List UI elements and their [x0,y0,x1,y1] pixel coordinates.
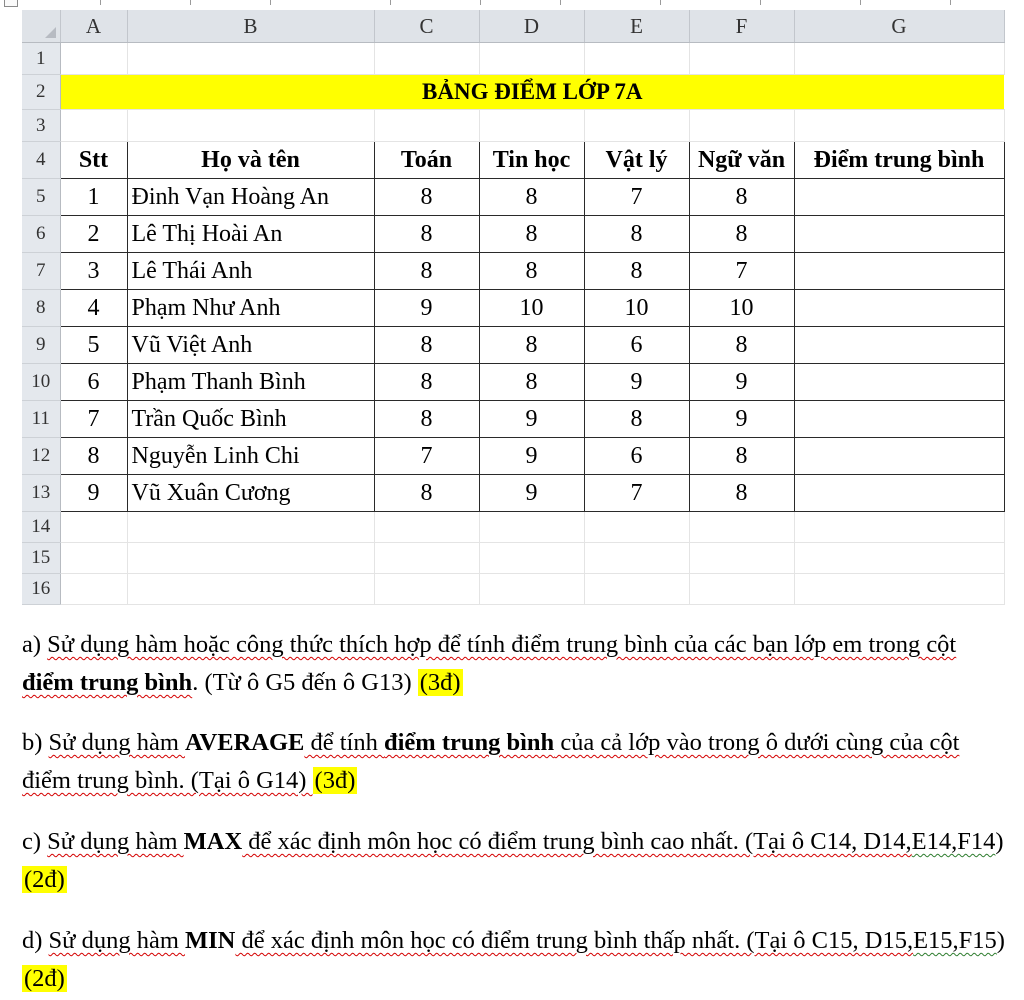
cell-vat-ly[interactable]: 8 [584,401,689,438]
cell-name[interactable]: Trần Quốc Bình [127,401,374,438]
cell[interactable] [689,43,794,75]
cell[interactable] [127,512,374,543]
header-average[interactable]: Điểm trung bình [794,142,1004,179]
cell-toan[interactable]: 8 [374,364,479,401]
cell-ngu-van[interactable]: 8 [689,438,794,475]
cell[interactable] [479,574,584,605]
question-b-text3: của cả lớp vào trong ô dưới cùng của cột điểm trung bình. (Tại ô G14) [22,729,960,794]
sheet-row [22,543,1004,574]
cell-tin-hoc[interactable]: 10 [479,290,584,327]
cell[interactable] [127,574,374,605]
question-d [22,922,1012,998]
cell-name[interactable]: Phạm Như Anh [127,290,374,327]
question-b [22,724,1012,800]
cell[interactable] [689,512,794,543]
question-a-points: (3đ) [419,669,461,696]
cell[interactable] [374,543,479,574]
cell-toan[interactable]: 9 [374,290,479,327]
cell[interactable] [584,543,689,574]
row-header[interactable]: 3 [22,110,60,142]
cell-tin-hoc[interactable]: 8 [479,364,584,401]
sheet-row [22,512,1004,543]
cell-toan[interactable]: 8 [374,475,479,512]
cell-toan[interactable]: 8 [374,327,479,364]
question-c-bold: MAX [183,828,243,855]
cell[interactable] [479,110,584,142]
row-header[interactable]: 12 [22,438,60,475]
row-header[interactable]: 13 [22,475,60,512]
cell-tin-hoc[interactable]: 8 [479,253,584,290]
cell-toan[interactable]: 8 [374,179,479,216]
table-row [22,290,1004,327]
question-d-points: (2đ) [24,965,65,992]
row-header[interactable]: 11 [22,401,60,438]
cell-average[interactable] [794,364,1004,401]
cell-tin-hoc[interactable]: 9 [479,475,584,512]
cell-vat-ly[interactable]: 7 [584,475,689,512]
row-header[interactable]: 7 [22,253,60,290]
cell-ngu-van[interactable]: 10 [689,290,794,327]
cell-tin-hoc[interactable]: 9 [479,401,584,438]
table-row [22,179,1004,216]
sheet-row [22,574,1004,605]
cell[interactable] [689,110,794,142]
column-header-g[interactable]: G [794,10,1004,43]
header-vat-ly[interactable]: Vật lý [584,142,689,179]
cell-toan[interactable]: 8 [374,401,479,438]
cell-tin-hoc[interactable]: 8 [479,327,584,364]
cell[interactable] [479,43,584,75]
cell-vat-ly[interactable]: 6 [584,327,689,364]
table-row [22,438,1004,475]
question-a-bold: điểm trung bình [22,669,193,696]
question-b-bold1: AVERAGE [185,729,305,756]
cell[interactable] [60,512,127,543]
question-c-text2: để xác định môn học có điểm trung bình cao nhất. (Tại ô C14, D14, [242,828,912,855]
cell-ngu-van[interactable]: 9 [689,401,794,438]
header-name[interactable]: Họ và tên [127,142,374,179]
question-d-prefix: d) [22,927,49,954]
cell-stt[interactable]: 5 [60,327,127,364]
question-b-text1: Sử dụng hàm [48,729,186,756]
cell[interactable] [794,543,1004,574]
cell-vat-ly[interactable]: 7 [584,179,689,216]
cell[interactable] [584,512,689,543]
cell[interactable] [479,543,584,574]
row-header[interactable]: 9 [22,327,60,364]
header-ngu-van[interactable]: Ngữ văn [689,142,794,179]
header-stt[interactable]: Stt [60,142,127,179]
cell[interactable] [60,543,127,574]
table-row [22,364,1004,401]
cell[interactable] [794,512,1004,543]
table-row [22,401,1004,438]
question-c-points: (2đ) [24,866,65,893]
cell-ngu-van[interactable]: 8 [689,327,794,364]
row-header[interactable]: 8 [22,290,60,327]
document-top-edge [0,0,1024,8]
cell-vat-ly[interactable]: 6 [584,438,689,475]
cell-ngu-van[interactable]: 7 [689,253,794,290]
table-row [22,253,1004,290]
cell-average[interactable] [794,216,1004,253]
cell-average[interactable] [794,401,1004,438]
cell-name[interactable]: Vũ Xuân Cương [127,475,374,512]
cell[interactable] [60,110,127,142]
cell[interactable] [584,574,689,605]
column-header-a[interactable]: A [60,10,127,43]
cell[interactable] [794,43,1004,75]
question-c [22,823,1012,899]
cell-ngu-van[interactable]: 8 [689,216,794,253]
cell[interactable] [479,512,584,543]
cell-stt[interactable]: 6 [60,364,127,401]
cell-average[interactable] [794,290,1004,327]
question-b-text2: để tính [304,729,384,756]
cell-ngu-van[interactable]: 8 [689,179,794,216]
question-a-prefix: a) [22,631,48,658]
question-b-bold2: điểm trung bình [384,729,555,756]
cell-average[interactable] [794,327,1004,364]
spreadsheet-grid [22,10,1005,605]
question-d-text1: Sử dụng hàm [48,927,186,954]
cell[interactable] [689,543,794,574]
cell[interactable] [374,110,479,142]
column-header-e[interactable]: E [584,10,689,43]
cell-tin-hoc[interactable]: 9 [479,438,584,475]
question-d-cells: E15,F15 [913,927,997,954]
cell-tin-hoc[interactable]: 8 [479,179,584,216]
row-header[interactable]: 14 [22,512,60,543]
cell-name[interactable]: Nguyễn Linh Chi [127,438,374,475]
question-b-prefix: b) [22,729,49,756]
cell-stt[interactable]: 3 [60,253,127,290]
row-header[interactable]: 1 [22,43,60,75]
cell-name[interactable]: Lê Thị Hoài An [127,216,374,253]
cell[interactable] [794,110,1004,142]
column-header-row [22,10,1004,43]
cell-vat-ly[interactable]: 10 [584,290,689,327]
cell-ngu-van[interactable]: 8 [689,475,794,512]
cell[interactable] [374,512,479,543]
row-header[interactable]: 15 [22,543,60,574]
table-row [22,216,1004,253]
header-toan[interactable]: Toán [374,142,479,179]
question-c-prefix: c) [22,828,48,855]
question-b-points: (3đ) [314,767,356,794]
cell-toan[interactable]: 7 [374,438,479,475]
question-d-text2: để xác định môn học có điểm trung bình thấp nhất. (Tại ô C15, D15, [235,927,914,954]
cell-name[interactable]: Lê Thái Anh [127,253,374,290]
question-a-text: Sử dụng hàm hoặc công thức thích hợp để tính điểm trung bình của các bạn lớp em trong cột [47,631,957,658]
cell[interactable] [127,110,374,142]
header-tin-hoc[interactable]: Tin học [479,142,584,179]
cell-stt[interactable]: 9 [60,475,127,512]
row-header[interactable]: 2 [22,75,60,110]
question-c-text3: ) [995,828,1004,855]
cell[interactable] [584,110,689,142]
cell[interactable] [374,43,479,75]
sheet-row [22,110,1004,142]
question-a-range: . (Từ ô G5 đến ô G13) [192,669,418,696]
cell[interactable] [689,574,794,605]
cell-stt[interactable]: 1 [60,179,127,216]
question-d-bold: MIN [185,927,236,954]
cell[interactable] [127,43,374,75]
cell[interactable] [60,574,127,605]
page-corner-icon [4,0,18,7]
table-header-row [22,142,1004,179]
cell[interactable] [374,574,479,605]
cell-name[interactable]: Đinh Vạn Hoàng An [127,179,374,216]
cell-toan[interactable]: 8 [374,216,479,253]
cell-average[interactable] [794,438,1004,475]
sheet-title[interactable]: BẢNG ĐIỂM LỚP 7A [60,75,1004,110]
question-a [22,626,1012,702]
column-header-d[interactable]: D [479,10,584,43]
cell-average[interactable] [794,475,1004,512]
row-header[interactable]: 5 [22,179,60,216]
cell-stt[interactable]: 7 [60,401,127,438]
cell-vat-ly[interactable]: 8 [584,216,689,253]
cell[interactable] [127,543,374,574]
cell-toan[interactable]: 8 [374,253,479,290]
cell[interactable] [60,43,127,75]
cell-stt[interactable]: 8 [60,438,127,475]
cell-average[interactable] [794,253,1004,290]
column-header-b[interactable]: B [127,10,374,43]
question-d-text3: ) [996,927,1005,954]
cell-stt[interactable]: 2 [60,216,127,253]
cell-average[interactable] [794,179,1004,216]
column-header-c[interactable]: C [374,10,479,43]
cell-tin-hoc[interactable]: 8 [479,216,584,253]
row-header[interactable]: 6 [22,216,60,253]
column-header-f[interactable]: F [689,10,794,43]
cell[interactable] [584,43,689,75]
cell-vat-ly[interactable]: 8 [584,253,689,290]
cell-stt[interactable]: 4 [60,290,127,327]
row-header[interactable]: 4 [22,142,60,179]
table-row [22,327,1004,364]
row-header[interactable]: 16 [22,574,60,605]
sheet-row [22,75,1004,110]
cell[interactable] [794,574,1004,605]
sheet-row [22,43,1004,75]
table-row [22,475,1004,512]
cell-ngu-van[interactable]: 9 [689,364,794,401]
cell-vat-ly[interactable]: 9 [584,364,689,401]
cell-name[interactable]: Phạm Thanh Bình [127,364,374,401]
select-all-corner[interactable] [22,10,60,43]
question-c-text1: Sử dụng hàm [47,828,184,855]
cell-name[interactable]: Vũ Việt Anh [127,327,374,364]
question-c-cells: E14,F14 [911,828,996,855]
row-header[interactable]: 10 [22,364,60,401]
